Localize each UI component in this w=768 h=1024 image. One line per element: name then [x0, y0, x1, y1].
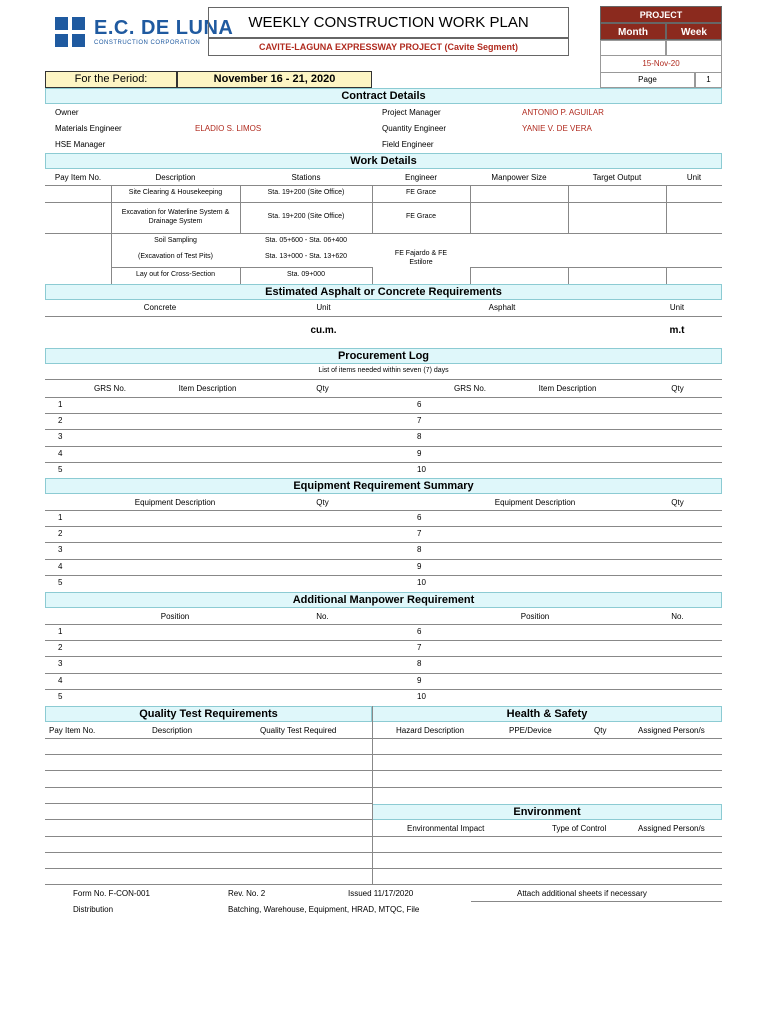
health-row-line	[372, 770, 722, 771]
project-manager-label: Project Manager	[382, 108, 441, 117]
health-row-line	[372, 787, 722, 788]
manpower-row-number: 9	[417, 675, 422, 685]
procurement-col-qty: Qty	[316, 384, 329, 393]
quality-row-line	[45, 884, 372, 885]
manpower-col-no: No.	[316, 612, 329, 621]
concrete-unit: cu.m.	[310, 325, 337, 336]
procurement-header: Procurement Log	[45, 348, 722, 364]
health-col-ppe: PPE/Device	[509, 726, 552, 735]
quality-header: Quality Test Requirements	[45, 706, 372, 722]
period-label: For the Period:	[45, 71, 177, 88]
manpower-row-number: 1	[58, 627, 63, 636]
distribution-value: Batching, Warehouse, Equipment, HRAD, MTQC, File	[228, 905, 420, 914]
quality-row-line	[45, 819, 372, 820]
quality-health-divider	[372, 706, 373, 884]
manpower-row-number: 8	[417, 659, 422, 669]
manpower-col-no-2: No.	[671, 612, 684, 621]
manpower-row-number: 6	[417, 627, 422, 636]
work-row-station: Sta. 09+000	[287, 271, 325, 278]
work-header-divider	[45, 185, 722, 186]
work-grid-line	[666, 185, 667, 233]
procurement-row-number: 9	[417, 448, 422, 458]
form-title: WEEKLY CONSTRUCTION WORK PLAN	[208, 7, 569, 38]
work-row-station: Sta. 05+600 - Sta. 06+400	[264, 237, 348, 244]
health-safety-header: Health & Safety	[372, 706, 722, 722]
quality-row-line	[45, 836, 372, 837]
materials-engineer-value: ELADIO S. LIMOS	[195, 124, 262, 133]
project-week-field[interactable]	[666, 40, 722, 56]
work-row-description: Soil Sampling	[154, 237, 197, 244]
quality-row-line	[45, 803, 372, 804]
health-col-hazard: Hazard Description	[396, 726, 465, 735]
equipment-row-number: 2	[58, 529, 63, 539]
work-grid-line	[568, 185, 569, 233]
manpower-col-position: Position	[160, 612, 190, 621]
revision-number: Rev. No. 2	[228, 889, 266, 898]
asphalt-unit: m.t	[669, 325, 685, 336]
manpower-row-line	[45, 673, 722, 674]
procurement-row-number: 4	[58, 448, 63, 458]
health-col-assigned: Assigned Person/s	[638, 726, 705, 735]
asphalt-col-concrete: Concrete	[143, 303, 177, 312]
attach-note: Attach additional sheets if necessary	[517, 889, 647, 898]
health-row-line	[372, 868, 722, 869]
quality-row-line	[45, 738, 372, 739]
manpower-col-position-2: Position	[520, 612, 550, 621]
procurement-note: List of items needed within seven (7) days	[318, 367, 449, 374]
manpower-row-number: 2	[58, 643, 63, 653]
company-tagline: CONSTRUCTION CORPORATION	[94, 40, 201, 46]
company-name: E.C. DE LUNA	[94, 17, 234, 39]
environment-col-control: Type of Control	[552, 824, 607, 833]
environment-col-impact: Environmental Impact	[407, 824, 485, 833]
issued-date: Issued 11/17/2020	[348, 889, 414, 898]
work-row-engineer: FE Grace	[406, 213, 436, 220]
equipment-col-desc: Equipment Description	[134, 498, 216, 507]
work-row-description: Site Clearing & Housekeeping	[128, 189, 223, 196]
manpower-row-line	[45, 656, 722, 657]
page-number: 1	[695, 72, 722, 88]
procurement-row-line	[45, 462, 722, 463]
quantity-engineer-label: Quantity Engineer	[382, 124, 447, 133]
work-col-manpower: Manpower Size	[491, 173, 547, 182]
project-date: 15-Nov-20	[600, 56, 722, 72]
work-col-stations: Stations	[291, 173, 321, 182]
equipment-row-number: 1	[58, 513, 63, 522]
manpower-row-number: 7	[417, 643, 422, 653]
work-row-description: (Excavation of Test Pits)	[138, 253, 213, 260]
work-row-line	[470, 267, 722, 268]
equipment-row-number: 7	[417, 529, 422, 539]
equipment-row-number: 4	[58, 561, 63, 571]
procurement-line	[45, 379, 722, 380]
work-grid-line	[470, 267, 471, 284]
owner-label: Owner	[55, 108, 79, 117]
procurement-row-line	[45, 446, 722, 447]
project-name: CAVITE-LAGUNA EXPRESSWAY PROJECT (Cavite Segment)	[208, 38, 569, 56]
equipment-row-number: 6	[417, 513, 422, 522]
period-value: November 16 - 21, 2020	[177, 71, 372, 88]
work-col-target-output: Target Output	[592, 173, 642, 182]
work-grid-line	[470, 185, 471, 233]
page-label: Page	[600, 72, 695, 88]
equipment-row-line	[45, 526, 722, 527]
project-manager-value: ANTONIO P. AGUILAR	[522, 108, 604, 117]
work-col-unit: Unit	[686, 173, 702, 182]
procurement-row-number: 8	[417, 432, 422, 442]
equipment-row-line	[45, 575, 722, 576]
work-grid-line	[666, 267, 667, 284]
procurement-header-line	[45, 397, 722, 398]
work-row-station: Sta. 13+000 - Sta. 13+620	[264, 253, 348, 260]
environment-header: Environment	[372, 804, 722, 820]
work-row-line	[45, 202, 722, 203]
manpower-row-number: 10	[417, 691, 426, 701]
asphalt-divider	[45, 316, 722, 317]
work-details-header: Work Details	[45, 153, 722, 169]
field-engineer-label: Field Engineer	[382, 140, 434, 149]
equipment-row-number: 9	[417, 561, 422, 571]
asphalt-header: Estimated Asphalt or Concrete Requirements	[45, 284, 722, 300]
work-grid-line	[568, 267, 569, 284]
manpower-row-line	[45, 689, 722, 690]
attach-line	[471, 901, 722, 902]
work-row-line	[45, 233, 722, 234]
quality-row-line	[45, 852, 372, 853]
distribution-label: Distribution	[73, 905, 114, 914]
equipment-header-line	[45, 510, 722, 511]
equipment-row-line	[45, 559, 722, 560]
equipment-row-number: 8	[417, 545, 422, 555]
health-col-qty: Qty	[594, 726, 607, 735]
manpower-header: Additional Manpower Requirement	[45, 592, 722, 608]
quantity-engineer-value: YANIE V. DE VERA	[522, 124, 592, 133]
work-row-line	[111, 267, 372, 268]
work-col-engineer: Engineer	[404, 173, 438, 182]
health-row-line	[372, 884, 722, 885]
quality-col-test: Quality Test Required	[260, 726, 337, 735]
materials-engineer-label: Materials Engineer	[55, 124, 122, 133]
asphalt-col-asphalt: Asphalt	[488, 303, 516, 312]
procurement-row-number: 2	[58, 416, 63, 426]
hse-manager-label: HSE Manager	[55, 140, 106, 149]
environment-col-assigned: Assigned Person/s	[638, 824, 705, 833]
health-row-line	[372, 754, 722, 755]
company-logo-icon	[55, 17, 85, 47]
work-row-engineer: FE Grace	[406, 189, 436, 196]
project-week-label: Week	[666, 23, 722, 40]
work-col-description: Description	[155, 173, 196, 182]
manpower-row-number: 5	[58, 691, 63, 701]
quality-col-description: Description	[152, 726, 193, 735]
manpower-header-line	[45, 624, 722, 625]
work-col-pay-item: Pay Item No.	[54, 173, 102, 182]
health-row-line	[372, 852, 722, 853]
equipment-header: Equipment Requirement Summary	[45, 478, 722, 494]
quality-row-line	[45, 754, 372, 755]
equipment-row-number: 5	[58, 577, 63, 587]
equipment-col-qty: Qty	[316, 498, 329, 507]
equipment-col-qty-2: Qty	[671, 498, 684, 507]
form-number: Form No. F-CON-001	[73, 889, 150, 898]
procurement-col-item: Item Description	[178, 384, 237, 393]
contract-details-header: Contract Details	[45, 88, 722, 104]
work-row-station: Sta. 19+200 (Site Office)	[267, 189, 345, 196]
health-row-line	[372, 836, 722, 837]
health-row-line	[372, 738, 722, 739]
manpower-row-line	[45, 640, 722, 641]
manpower-row-number: 4	[58, 675, 63, 685]
procurement-row-line	[45, 429, 722, 430]
quality-row-line	[45, 770, 372, 771]
procurement-row-number: 6	[417, 400, 422, 409]
equipment-col-desc-2: Equipment Description	[494, 498, 576, 507]
equipment-row-number: 10	[417, 577, 426, 587]
quality-row-line	[45, 868, 372, 869]
asphalt-col-unit: Unit	[316, 303, 331, 312]
quality-col-pay-item: Pay Item No.	[49, 726, 96, 735]
procurement-row-number: 3	[58, 432, 63, 442]
project-box-header: PROJECT	[600, 6, 722, 23]
work-grid-line	[111, 185, 112, 284]
work-row-description: Excavation for Waterline System & Drainage System	[121, 209, 230, 225]
procurement-row-number: 7	[417, 416, 422, 426]
procurement-row-line	[45, 413, 722, 414]
work-grid-line	[372, 267, 373, 284]
asphalt-col-unit-2: Unit	[669, 303, 685, 312]
manpower-row-number: 3	[58, 659, 63, 669]
equipment-row-line	[45, 542, 722, 543]
procurement-col-item-2: Item Description	[538, 384, 597, 393]
procurement-row-number: 5	[58, 464, 63, 474]
procurement-col-qty-2: Qty	[671, 384, 684, 393]
procurement-col-grs: GRS No.	[93, 384, 126, 393]
procurement-row-number: 10	[417, 464, 426, 474]
work-row-description: Lay out for Cross-Section	[136, 271, 215, 278]
project-month-label: Month	[600, 23, 666, 40]
work-row-station: Sta. 19+200 (Site Office)	[267, 213, 345, 220]
procurement-col-grs-2: GRS No.	[453, 384, 486, 393]
equipment-row-number: 3	[58, 545, 63, 555]
procurement-row-number: 1	[58, 400, 63, 409]
work-row-engineer: FE Fajardo & FE Estilore	[394, 250, 448, 266]
project-month-field[interactable]	[600, 40, 666, 56]
quality-row-line	[45, 787, 372, 788]
